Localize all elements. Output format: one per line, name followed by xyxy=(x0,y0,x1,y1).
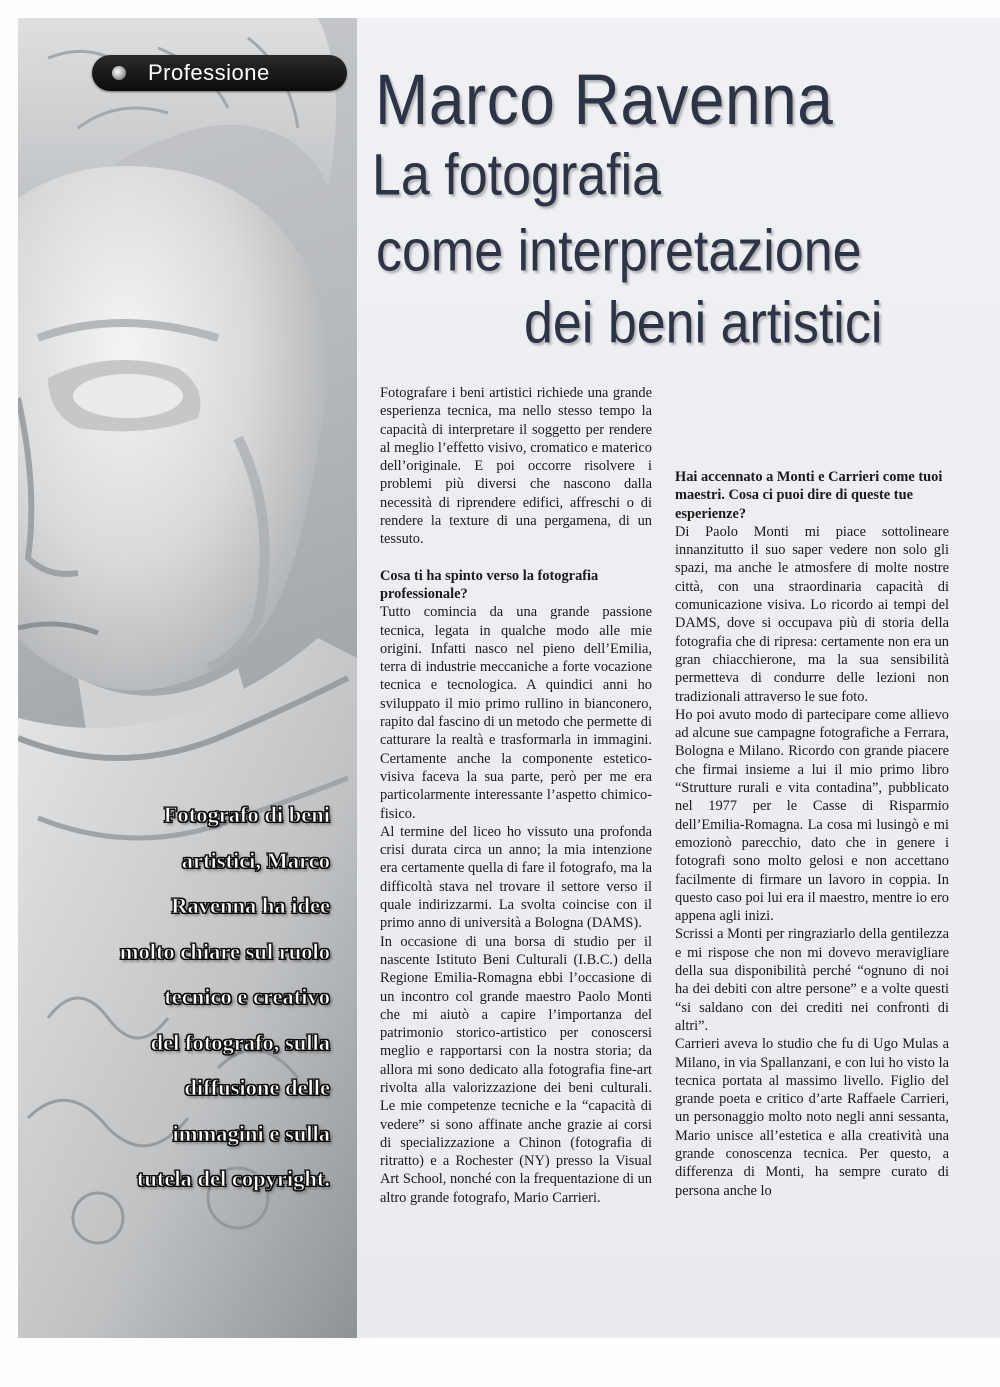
answer-paragraph: Carrieri aveva lo studio che fu di Ugo Mulas a Milano, in via Spallanzani, e con lui ho visto la tecnica portata al massimo livello. Figlio del grande poeta e critico d’arte Raffaele Carrieri, un personaggio molto noto negli anni sessanta, Mario unisce all’estetica e alla creatività una grande conoscenza tecnica. Per questo, a differenza di Monti, ha sempre curato di persona anche lo xyxy=(675,1036,949,1199)
answer-paragraph: Al termine del liceo ho vissuto una profonda crisi durata circa un anno; la mia intenzione era certamente quella di fare il fotografo, ma la difficoltà stava nel trovare il settore verso il quale indirizzarmi. La svolta coincise con il primo anno di università a Bologna (DAMS). xyxy=(380,823,652,932)
answer-paragraph: Tutto comincia da una grande passione tecnica, legata in qualche modo alle mie origini. Infatti nasco nel pieno dell’Emilia, terra di industrie meccaniche a forte vocazione tecnica e tecnologica. A quindici anni ho sviluppato il mio primo rullino in bianconero, rapito dal fascino di un metodo che permette di catturare la realtà e trasformarla in immagini. Certamente anche la componente estetico-visiva faceva la sua parte, però per me era particolarmente interessante l’aspetto chimico-fisico. xyxy=(380,604,652,822)
bullet-icon xyxy=(112,66,126,80)
headline-line-2: come interpretazione xyxy=(376,219,862,285)
section-badge xyxy=(92,55,347,91)
section-label: Professione xyxy=(148,60,270,85)
answer-paragraph: Ho poi avuto modo di partecipare come allievo ad alcune sue campagne fotografiche a Ferrara, Bologna e Milano. Ricordo con grande piacere che firmai insieme a lui il mio primo libro “Strutture rurali e vita contadina”, pubblicato nel 1977 per le Casse di Risparmio dell’Emilia-Romagna. La cosa mi lusingò e mi emozionò parecchio, dato che in genere i fotografi sono molto gelosi e non accettano facilmente di firmare un lavoro in coppia. In questo caso poi lui era il maestro, mentre io ero appena agli inizi. xyxy=(675,706,949,925)
question-2: Hai accennato a Monti e Carrieri come tuoi maestri. Cosa ci puoi dire di queste tue esperienze? xyxy=(675,469,943,522)
pull-quote-line: artistici, Marco xyxy=(181,847,330,873)
answer-paragraph: Di Paolo Monti mi piace sottolineare innanzitutto il suo saper vedere non solo gli spazi, ma anche le atmosfere di molte nostre città, con una straordinaria capacità di comunicazione visiva. Lo ricordo ai tempi del DAMS, dove si occupava più di storia della fotografia che di ripresa: certamente non era un gran chiacchierone, ma la sua sensibilità permetteva di condurre delle lezioni non tradizionali attraverso le sue foto. xyxy=(675,523,949,705)
headline-line-1: La fotografia xyxy=(372,143,662,209)
pull-quote-line: tecnico e creativo xyxy=(164,984,330,1009)
pull-quote-line: diffusione delle xyxy=(184,1075,330,1100)
pull-quote-line: immagini e sulla xyxy=(172,1120,330,1146)
intro-paragraph: Fotografare i beni artistici richiede una grande esperienza tecnica, ma nello stesso tempo la capacità di interpretare il soggetto per rendere al meglio l’effetto visivo, cromatico e materico dell’originale. E poi occorre risolvere i problemi più diversi che nascono dalla necessità di riprendere edifici, affreschi o di rendere la texture di una pergamena, di un tessuto. xyxy=(380,385,652,548)
pull-quote-line: tutela del copyright. xyxy=(136,1166,330,1191)
headline-name: Marco Ravenna xyxy=(375,59,834,140)
pull-quote xyxy=(30,792,330,1202)
question-1: Cosa ti ha spinto verso la fotografia professionale? xyxy=(380,567,599,602)
article-column-left xyxy=(380,384,652,1207)
answer-paragraph: In occasione di una borsa di studio per il nascente Istituto Beni Culturali (I.B.C.) della Regione Emilia-Romagna ebbi l’occasione di un incontro col grande maestro Paolo Monti che mi aiutò a capire l’importanza del patrimonio storico-artistico per conoscersi meglio e rapportarsi con la nostra storia; da allora mi sono dedicato alla fotografia fine-art rivolta alla valorizzazione dei beni culturali. Le mie competenze tecniche e la “capacità di vedere” si sono affinate anche grazie ai corsi di specializzazione a Chinon (fotografia di ritratto) e a Rochester (NY) presso la Visual Art School, nonché con la frequentazione di un altro grande fotografo, Mario Carrieri. xyxy=(380,933,652,1206)
answer-paragraph: Scrissi a Monti per ringraziarlo della gentilezza e mi rispose che non mi dovevo meravigliare della sua disponibilità perché “ognuno di noi ha dei debiti con altre persone” e a volte questi “si saldano con dei crediti nei confronti di altri”. xyxy=(675,926,949,1034)
pull-quote-line: Ravenna ha idee xyxy=(171,893,330,918)
headline-line-3: dei beni artistici xyxy=(524,291,883,357)
pull-quote-line: Fotografo di beni xyxy=(163,802,330,827)
pull-quote-line: molto chiare sul ruolo xyxy=(119,938,330,964)
pull-quote-line: del fotografo, sulla xyxy=(150,1029,330,1055)
article-column-right xyxy=(675,386,949,1200)
